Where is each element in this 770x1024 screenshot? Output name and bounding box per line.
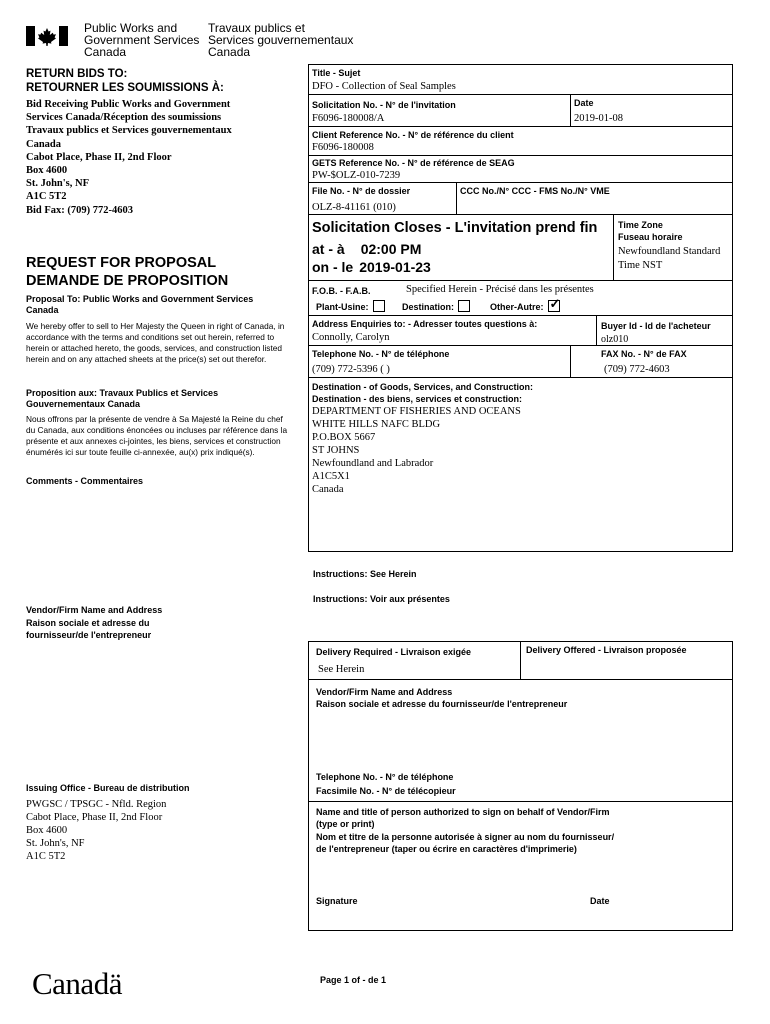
fax-value: (709) 772-4603	[604, 364, 670, 375]
solicitation-number-value: F6096-180008/A	[312, 113, 385, 124]
issuing-office-label: Issuing Office - Bureau de distribution	[26, 783, 190, 793]
return-bids-address: Bid Receiving Public Works and Government Services Canada/Réception des soumissions Travaux publics et Services gouvernementaux Canada Cabot Place, Phase II, 2nd Floor Box 4600 St. John's, NF A1C 5T2 Bid Fax: (709) 772-4603	[26, 99, 232, 216]
destination-checkbox-group: Destination:	[402, 300, 470, 313]
proposal-to-en: Proposal To: Public Works and Government Services Canada	[26, 294, 254, 315]
other-checkbox-group: Other-Autre: ✓	[490, 296, 561, 312]
other-checkbox[interactable]	[548, 296, 561, 312]
signature-date-label: Date	[590, 896, 610, 906]
time-zone-value: Newfoundland Standard Time NST	[618, 246, 721, 271]
client-reference-value: F6096-180008	[312, 142, 374, 153]
canada-wordmark-logo: Canadä	[32, 966, 122, 1001]
authorized-person-label: Name and title of person authorized to sign on behalf of Vendor/Firm (type or print) Nom et titre de la personne autorisée à signer au nom du fournisseur/ de l'entrepreneur (taper ou écrire en caractères d'imprimerie)	[316, 807, 615, 854]
vendor-facsimile-label: Facsimile No. - N° de télécopieur	[316, 786, 456, 796]
comments-label: Comments - Commentaires	[26, 476, 144, 486]
destination-address: DEPARTMENT OF FISHERIES AND OCEANS WHITE HILLS NAFC BLDG P.O.BOX 5667 ST JOHNS Newfoundland and Labrador A1C5X1 Canada	[312, 406, 521, 495]
signature-label: Signature	[316, 896, 358, 906]
solicitation-closes-title: Solicitation Closes - L'invitation prend fin	[312, 220, 598, 236]
plant-checkbox-group: Plant-Usine:	[316, 300, 385, 313]
request-for-proposal-title: REQUEST FOR PROPOSAL DEMANDE DE PROPOSITION	[26, 255, 229, 289]
proposal-to-fr: Proposition aux: Travaux Publics et Services Gouvernementaux Canada	[26, 388, 219, 409]
fax-label: FAX No. - N° de FAX	[601, 349, 687, 359]
delivery-required-value: See Herein	[318, 664, 365, 675]
address-enquiries-value: Connolly, Carolyn	[312, 332, 390, 343]
plant-checkbox[interactable]	[373, 300, 385, 312]
canada-flag-icon	[26, 26, 68, 46]
date-label: Date	[574, 98, 594, 108]
gets-reference-value: PW-$OLZ-010-7239	[312, 170, 401, 181]
file-number-label: File No. - N° de dossier	[312, 186, 411, 196]
issuing-office-address: PWGSC / TPSGC - Nfld. Region Cabot Place, Phase II, 2nd Floor Box 4600 St. John's, NF A1C 5T2	[26, 799, 167, 862]
fob-label: F.O.B. - F.A.B.	[312, 286, 371, 296]
offer-text-fr: Nous offrons par la présente de vendre à Sa Majesté la Reine du chef du Canada, aux conditions énoncées ou incluses par référence dans la présente et aux annexes ci-jointes, les biens, services et construction énumérés ici sur toute feuille ci-annexée, au(x) prix indiqué(s).	[26, 414, 288, 457]
gets-reference-label: GETS Reference No. - N° de référence de SEAG	[312, 158, 515, 168]
client-reference-label: Client Reference No. - N° de référence du client	[312, 130, 514, 140]
telephone-value: (709) 772-5396 ( )	[312, 364, 390, 375]
destination-label: Destination - of Goods, Services, and Construction: Destination - des biens, services et construction:	[312, 382, 534, 404]
solicitation-number-label: Solicitation No. - N° de l'invitation	[312, 100, 456, 110]
date-value: 2019-01-08	[574, 113, 623, 124]
title-value: DFO - Collection of Seal Samples	[312, 81, 456, 92]
check-mark-icon: ✓	[549, 296, 561, 311]
title-label: Title - Sujet	[312, 68, 361, 78]
buyer-id-label: Buyer Id - Id de l'acheteur	[601, 321, 711, 331]
address-enquiries-label: Address Enquiries to: - Adresser toutes questions à:	[312, 319, 538, 329]
vendor-firm-label-left: Vendor/Firm Name and Address Raison sociale et adresse du fournisseur/de l'entrepreneur	[26, 605, 163, 640]
delivery-offered-label: Delivery Offered - Livraison proposée	[526, 645, 687, 655]
fob-value: Specified Herein - Précisé dans les présentes	[406, 284, 594, 295]
department-name-fr: Travaux publics et Services gouvernementaux Canada	[208, 21, 354, 59]
page-number: Page 1 of - de 1	[320, 975, 387, 985]
closing-date: on - le 2019-01-23	[312, 259, 431, 275]
destination-checkbox[interactable]	[458, 300, 470, 312]
ccc-number-label: CCC No./N° CCC - FMS No./N° VME	[460, 186, 610, 196]
closing-time: at - à 02:00 PM	[312, 241, 422, 257]
instructions-en: Instructions: See Herein	[313, 569, 417, 579]
file-number-value: OLZ-8-41161 (010)	[312, 202, 396, 213]
offer-text-en: We hereby offer to sell to Her Majesty the Queen in right of Canada, in accordance with the terms and conditions set out herein, referred to herein or attached hereto, the goods, services, and construction listed herein and on any attached sheets at the price(s) set out therefor.	[26, 321, 285, 364]
delivery-required-label: Delivery Required - Livraison exigée	[316, 647, 472, 657]
vendor-telephone-label: Telephone No. - N° de téléphone	[316, 772, 454, 782]
vendor-firm-label: Vendor/Firm Name and Address Raison sociale et adresse du fournisseur/de l'entrepreneur	[316, 687, 568, 709]
department-name-en: Public Works and Government Services Canada	[84, 21, 200, 59]
time-zone-label: Time Zone Fuseau horaire	[618, 220, 683, 242]
telephone-label: Telephone No. - N° de téléphone	[312, 349, 450, 359]
return-bids-title: RETURN BIDS TO: RETOURNER LES SOUMISSIONS À:	[26, 68, 224, 94]
instructions-fr: Instructions: Voir aux présentes	[313, 594, 450, 604]
buyer-id-value: olz010	[601, 334, 629, 345]
